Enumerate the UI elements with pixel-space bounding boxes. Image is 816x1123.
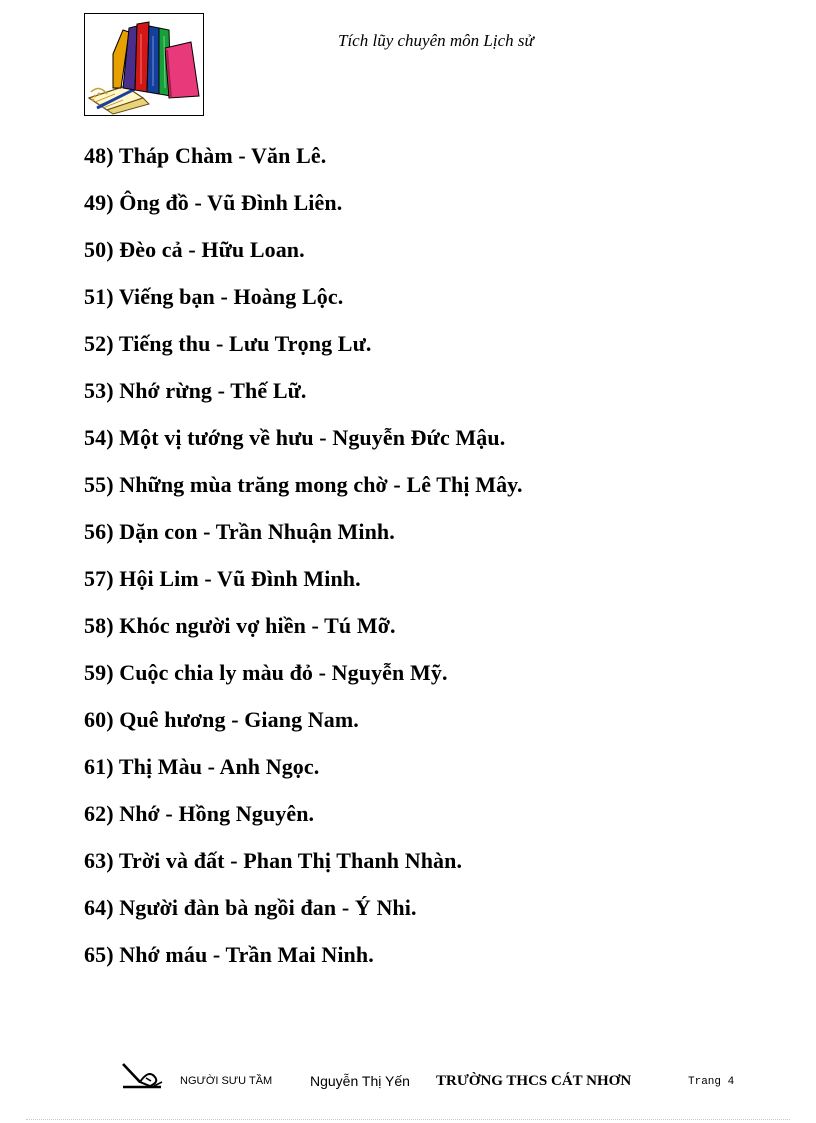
footer-divider <box>26 1119 790 1120</box>
pen-writing-icon <box>120 1060 164 1094</box>
page-header-title: Tích lũy chuyên môn Lịch sử <box>338 31 534 50</box>
list-item: 64) Người đàn bà ngồi đan - Ý Nhi. <box>84 895 417 920</box>
list-item: 55) Những mùa trăng mong chờ - Lê Thị Mây. <box>84 472 523 497</box>
poem-list <box>84 142 523 988</box>
list-item: 50) Đèo cả - Hữu Loan. <box>84 237 305 262</box>
list-item: 51) Viếng bạn - Hoàng Lộc. <box>84 284 344 309</box>
list-item: 62) Nhớ - Hồng Nguyên. <box>84 801 315 826</box>
school-name: TRƯỜNG THCS CÁT NHƠN <box>436 1073 632 1089</box>
list-item: 57) Hội Lim - Vũ Đình Minh. <box>84 566 361 591</box>
books-icon <box>85 14 203 115</box>
list-item: 59) Cuộc chia ly màu đỏ - Nguyễn Mỹ. <box>84 660 448 685</box>
page-number: Trang 4 <box>688 1076 735 1088</box>
author-name: Nguyễn Thị Yến <box>310 1073 410 1089</box>
list-item: 54) Một vị tướng về hưu - Nguyễn Đức Mậu. <box>84 425 506 450</box>
list-item: 52) Tiếng thu - Lưu Trọng Lư. <box>84 331 372 356</box>
books-logo <box>84 13 204 116</box>
list-item: 48) Tháp Chàm - Văn Lê. <box>84 143 327 168</box>
page-footer <box>120 1060 760 1100</box>
collector-label: NGƯỜI SƯU TẦM <box>180 1075 273 1087</box>
list-item: 65) Nhớ máu - Trần Mai Ninh. <box>84 942 374 967</box>
list-item: 61) Thị Màu - Anh Ngọc. <box>84 754 320 779</box>
list-item: 49) Ông đồ - Vũ Đình Liên. <box>84 190 343 215</box>
list-item: 58) Khóc người vợ hiền - Tú Mỡ. <box>84 613 396 638</box>
list-item: 60) Quê hương - Giang Nam. <box>84 707 359 732</box>
list-item: 53) Nhớ rừng - Thế Lữ. <box>84 378 307 403</box>
list-item: 56) Dặn con - Trần Nhuận Minh. <box>84 519 395 544</box>
list-item: 63) Trời và đất - Phan Thị Thanh Nhàn. <box>84 848 463 873</box>
